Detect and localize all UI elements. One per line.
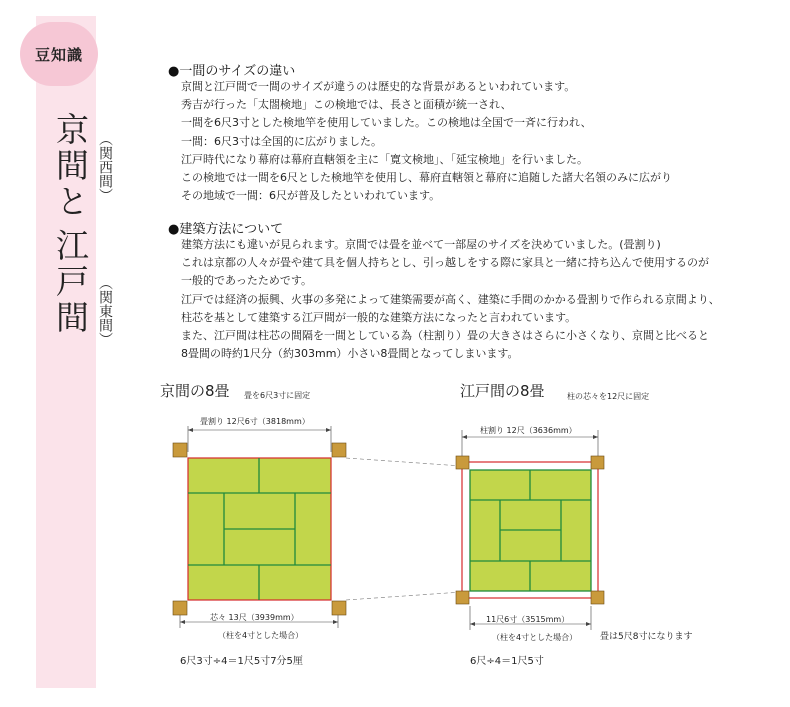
subtitle-kansai: （関西間）: [97, 132, 113, 202]
paragraph-line: 建築方法にも違いが見られます。京間では畳を並べて一部屋のサイズを決めていました。(畳割り): [181, 238, 661, 251]
edoma-side-note: 畳は5尺8寸になります: [600, 632, 693, 642]
kyoma-top-dimension: 畳割り 12尺6寸（3818mm）: [200, 417, 310, 426]
edoma-formula: 6尺÷4＝1尺5寸: [470, 656, 544, 667]
section-heading-construction: ●建築方法について: [168, 222, 284, 237]
edoma-tatami-room: [456, 456, 604, 604]
edoma-title: 江戸間の8畳: [460, 382, 545, 400]
kyoma-bottom-dimension: 芯々 13尺（3939mm）: [210, 613, 299, 622]
paragraph-line: 江戸時代になり幕府は幕府直轄領を主に「寛文検地」、「延宝検地」を行いました。: [181, 152, 588, 166]
paragraph-line: 京間と江戸間で一間のサイズが違うのは歴史的な背景があるといわれています。: [181, 80, 576, 93]
paragraph-line: 一般的であったためです。: [181, 274, 313, 288]
kyoma-formula: 6尺3寸÷4＝1尺5寸7分5厘: [180, 656, 303, 667]
comparison-guide-lines: [346, 458, 462, 600]
paragraph-line: また、江戸間は柱芯の間隔を一間としている為（柱割り）畳の大きさはさらに小さくなり、京間と比べると: [181, 328, 709, 342]
paragraph-line: 8畳間の時約1尺分（約303mm）小さい8畳間となってしまいます。: [181, 347, 519, 361]
edoma-bottom-dimension: 11尺6寸（3515mm）: [486, 615, 570, 624]
title-kyoma: 京間と: [51, 112, 90, 220]
edoma-top-dimension: 柱割り 12尺（3636mm）: [480, 426, 577, 435]
paragraph-line: これは京都の人々が畳や建て具を個人持ちとし、引っ越しをする際に家具と一緒に持ち込んで使用するのが: [181, 256, 709, 270]
kyoma-title: 京間の8畳: [160, 382, 230, 400]
paragraph-line: その地域で一間：6尺が普及したといわれています。: [181, 189, 441, 203]
kyoma-note: 畳を6尺3寸に固定: [244, 391, 311, 400]
paragraph-line: 秀吉が行った「太閤検地」この検地では、長さと面積が統一され、: [181, 98, 512, 112]
edoma-bottom-note: （柱を4寸とした場合）: [492, 633, 578, 642]
edoma-note: 柱の芯々を12尺に固定: [567, 392, 650, 401]
paragraph-line: この検地では一間を6尺とした検地竿を使用し、幕府直轄領と幕府に追随した諸大名領のみに広がり: [181, 170, 672, 184]
paragraph-line: 柱芯を基として建築する江戸間が一般的な建築方法になったと言われています。: [181, 310, 577, 324]
tip-badge: 豆知識: [20, 22, 98, 86]
paragraph-line: 江戸では経済の振興、火事の多発によって建築需要が高く、建築に手間のかかる畳割りで作られる京間より、: [181, 292, 720, 306]
section-heading-size: ●一間のサイズの違い: [168, 64, 296, 79]
kyoma-bottom-note: （柱を4寸とした場合）: [218, 631, 304, 640]
subtitle-kanto: （関東間）: [97, 276, 113, 346]
paragraph-line: 一間：6尺3寸は全国的に広がりました。: [181, 134, 382, 148]
title-edoma: 江戸間: [51, 228, 90, 336]
kyoma-tatami-room: [173, 443, 346, 615]
paragraph-line: 一間を6尺3寸とした検地竿を使用していました。この検地は全国で一斉に行われ、: [181, 116, 592, 130]
